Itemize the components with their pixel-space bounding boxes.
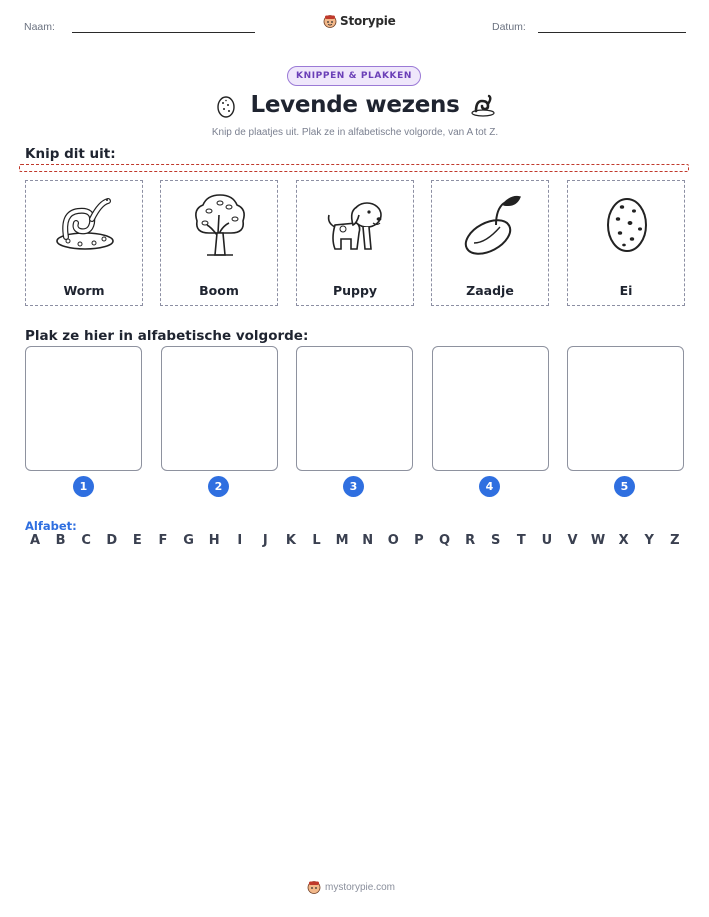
alphabet-letter: L [312,533,321,548]
alphabet-letter: Q [438,533,451,548]
card-label: Worm [63,283,105,298]
alphabet-letter: T [516,533,526,548]
alphabet-title: Alfabet: [25,519,77,533]
worm-decoration-icon [470,93,496,117]
paste-slot-3[interactable] [296,346,413,471]
brand-logo [323,14,396,28]
slot-number-1: 1 [73,476,94,497]
slot-number-2: 2 [208,476,229,497]
egg-icon [592,189,662,259]
alphabet-letter: E [132,533,142,548]
storypie-mascot-icon [307,880,321,894]
alphabet-letter: J [262,533,268,548]
card-label: Zaadje [466,283,514,298]
card-label: Ei [619,283,633,298]
slot-number-3: 3 [343,476,364,497]
alphabet-letter: D [106,533,118,548]
storypie-mascot-icon [323,14,337,28]
paste-slot-1[interactable] [25,346,142,471]
paste-slot-2[interactable] [161,346,278,471]
footer [307,880,395,894]
alphabet-letter: K [285,533,296,548]
alphabet-row [25,533,685,548]
card-label: Puppy [332,283,378,298]
alphabet-letter: C [81,533,91,548]
alphabet-letter: N [362,533,374,548]
alphabet-letter: P [414,533,424,548]
alphabet-letter: O [387,533,399,548]
date-label: Datum: [492,21,526,33]
seed-icon [456,189,526,259]
alphabet-letter: B [55,533,66,548]
cut-card-puppy[interactable] [296,180,414,306]
worm-icon [50,189,120,259]
alphabet-letter: G [183,533,194,548]
name-line[interactable] [72,32,255,33]
tree-icon [185,189,255,259]
alphabet-letter: M [335,533,349,548]
alphabet-letter: U [541,533,553,548]
footer-url[interactable]: mystorypie.com [325,881,396,893]
alphabet-letter: F [158,533,168,548]
paste-slot-5[interactable] [567,346,684,471]
alphabet-letter: A [29,533,41,548]
slot-number-4: 4 [479,476,500,497]
alphabet-letter: Z [670,533,680,548]
alphabet-letter: W [590,533,606,548]
slot-number-5: 5 [614,476,635,497]
alphabet-letter: S [491,533,501,548]
cut-line [19,164,689,172]
page-title: Levende wezens [250,92,460,118]
brand-name: Storypie [340,14,396,28]
alphabet-letter: I [237,533,243,548]
cut-section-heading: Knip dit uit: [25,146,116,162]
cut-card-worm[interactable] [25,180,143,306]
cut-card-boom[interactable] [160,180,278,306]
alphabet-letter: V [567,533,578,548]
paste-section-heading: Plak ze hier in alfabetische volgorde: [25,328,309,344]
instructions: Knip de plaatjes uit. Plak ze in alfabetische volgorde, van A tot Z. [211,127,499,138]
alphabet-letter: Y [644,533,654,548]
alphabet-letter: H [208,533,220,548]
date-line[interactable] [538,32,686,33]
card-label: Boom [199,283,239,298]
paste-slot-4[interactable] [432,346,549,471]
cut-card-ei[interactable] [567,180,685,306]
cut-card-zaadje[interactable] [431,180,549,306]
alphabet-letter: R [465,533,476,548]
name-label: Naam: [24,21,55,33]
activity-badge: KNIPPEN & PLAKKEN [287,66,421,86]
puppy-icon [321,189,391,259]
alphabet-letter: X [618,533,629,548]
